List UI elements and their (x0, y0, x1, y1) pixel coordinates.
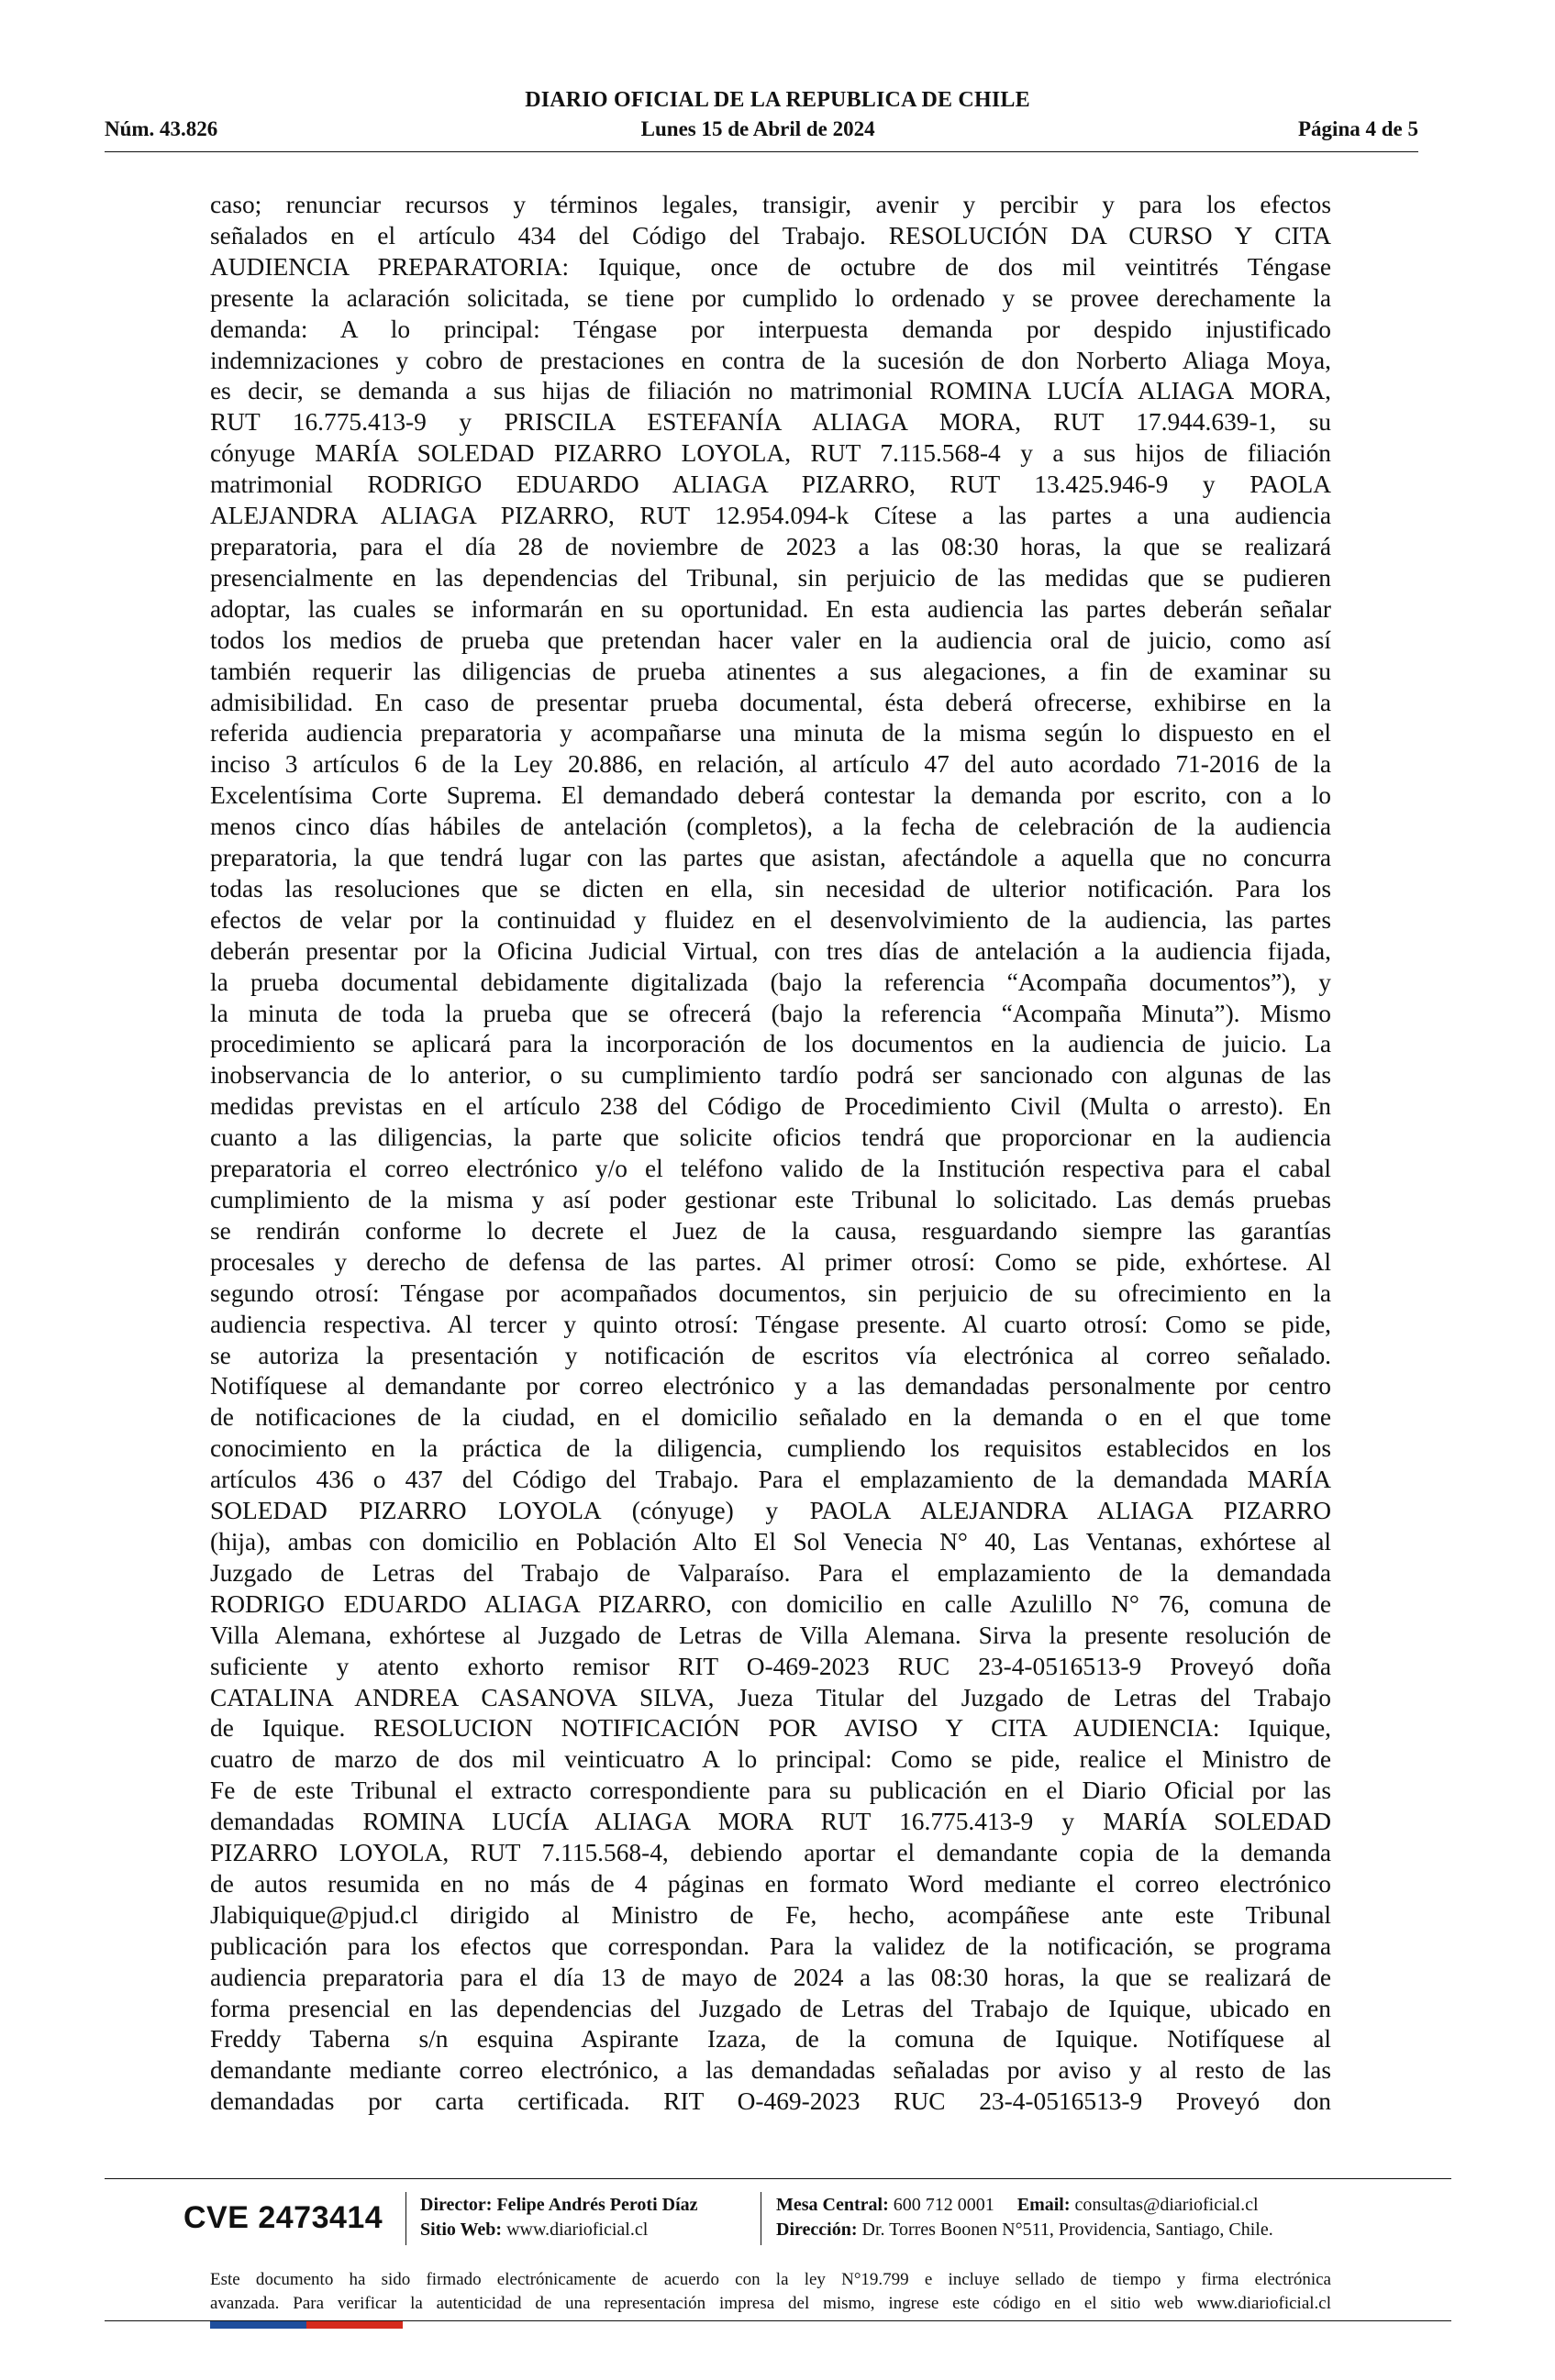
body-line: admisibilidad. En caso de presentar prueba documental, ésta deberá ofrecerse, exhibirse en la (210, 688, 1331, 716)
body-line: menos cinco días hábiles de antelación (completos), a la fecha de celebración de la audiencia (210, 813, 1331, 841)
address-value: Dr. Torres Boonen N°511, Providencia, Santiago, Chile. (861, 2219, 1273, 2240)
flag-stripe (210, 2321, 403, 2329)
body-line: (hija), ambas con domicilio en Población Alto El Sol Venecia N° 40, Las Ventanas, exhórtese al (210, 1527, 1331, 1555)
page-number: Página 4 de 5 (1298, 117, 1418, 140)
body-line: audiencia respectiva. Al tercer y quinto otrosí: Téngase presente. Al cuarto otrosí: Como se pide, (210, 1310, 1331, 1338)
body-line: RODRIGO EDUARDO ALIAGA PIZARRO, con domicilio en calle Azulillo N° 76, comuna de (210, 1589, 1331, 1618)
body-line: preparatoria el correo electrónico y/o el teléfono valido de la Institución respectiva para el cabal (210, 1155, 1331, 1183)
body-line: medidas previstas en el artículo 238 del Código de Procedimiento Civil (Multa o arresto). En (210, 1092, 1331, 1121)
body-line: CATALINA ANDREA CASANOVA SILVA, Jueza Titular del Juzgado de Letras del Trabajo (210, 1683, 1331, 1711)
issue-number: Núm. 43.826 (105, 117, 218, 140)
footer-divider-top (105, 2178, 1451, 2179)
email-label: Email: (1016, 2195, 1071, 2215)
body-line: la prueba documental debidamente digitalizada (bajo la referencia “Acompaña documentos”), y (210, 968, 1331, 996)
body-line: RUT 16.775.413-9 y PRISCILA ESTEFANÍA ALIAGA MORA, RUT 17.944.639-1, su (210, 408, 1331, 437)
body-line: la minuta de toda la prueba que se ofrecerá (bajo la referencia “Acompaña Minuta”). Mismo (210, 999, 1331, 1027)
body-line: conocimiento en la práctica de la diligencia, cumpliendo los requisitos establecidos en los (210, 1434, 1331, 1463)
body-line: PIZARRO LOYOLA, RUT 7.115.568-4, debiendo aportar el demandante copia de la demanda (210, 1839, 1331, 1867)
body-line: procedimiento se aplicará para la incorporación de los documentos en la audiencia de juicio. La (210, 1030, 1331, 1058)
body-line: caso; renunciar recursos y términos legales, transigir, avenir y percibir y para los efectos (210, 191, 1331, 218)
director-name: Felipe Andrés Peroti Díaz (496, 2195, 698, 2215)
issue-date: Lunes 15 de Abril de 2024 (640, 117, 875, 140)
website-label: Sitio Web: (420, 2219, 503, 2240)
body-line: señalados en el artículo 434 del Código del Trabajo. RESOLUCIÓN DA CURSO Y CITA (210, 221, 1331, 249)
body-line: demanda: A lo principal: Téngase por interpuesta demanda por despido injustificado (210, 315, 1331, 343)
body-line: ALEJANDRA ALIAGA PIZARRO, RUT 12.954.094-k Cítese a las partes a una audiencia (210, 502, 1331, 530)
body-line: Fe de este Tribunal el extracto correspondiente para su publicación en el Diario Oficial por las (210, 1777, 1331, 1805)
body-line: también requerir las diligencias de prueba atinentes a sus alegaciones, a fin de examinar su (210, 657, 1331, 685)
body-line: todas las resoluciones que se dicten en ella, sin necesidad de ulterior notificación. Para los (210, 874, 1331, 902)
body-line: inobservancia de lo anterior, o su cumplimiento tardío podrá ser sancionado con algunas de las (210, 1061, 1331, 1090)
body-line: preparatoria, para el día 28 de noviembre de 2023 a las 08:30 horas, la que se realizará (210, 532, 1331, 560)
body-line: adoptar, las cuales se informarán en su oportunidad. En esta audiencia las partes deberán señalar (210, 594, 1331, 623)
footer-separator (405, 2192, 406, 2245)
body-line: publicación para los efectos que correspondan. Para la validez de la notificación, se programa (210, 1932, 1331, 1960)
body-line: Villa Alemana, exhórtese al Juzgado de Letras de Villa Alemana. Sirva la presente resolución de (210, 1621, 1331, 1649)
signature-note-line: avanzada. Para verificar la autenticidad de una representación impresa del mismo, ingrese este código en el sitio web www.diarioficial.cl (210, 2294, 1331, 2313)
body-line: forma presencial en las dependencias del Juzgado de Letras del Trabajo de Iquique, ubicado en (210, 1994, 1331, 2022)
body-line: demandante mediante correo electrónico, a las demandadas señaladas por aviso y al resto de las (210, 2056, 1331, 2085)
body-line: cumplimiento de la misma y así poder gestionar este Tribunal lo solicitado. Las demás pruebas (210, 1186, 1331, 1213)
body-line: SOLEDAD PIZARRO LOYOLA (cónyuge) y PAOLA ALEJANDRA ALIAGA PIZARRO (210, 1497, 1331, 1525)
body-line: se rendirán conforme lo decrete el Juez de la causa, resguardando siempre las garantías (210, 1216, 1331, 1245)
body-line: de autos resumida en no más de 4 páginas en formato Word mediante el correo electrónico (210, 1869, 1331, 1898)
body-line: Freddy Taberna s/n esquina Aspirante Izaza, de la comuna de Iquique. Notifíquese al (210, 2025, 1331, 2053)
body-line: cuatro de marzo de dos mil veinticuatro A lo principal: Como se pide, realice el Ministro de (210, 1745, 1331, 1774)
body-line: procesales y derecho de defensa de las partes. Al primer otrosí: Como se pide, exhórtese. Al (210, 1247, 1331, 1276)
body-line: AUDIENCIA PREPARATORIA: Iquique, once de octubre de dos mil veintitrés Téngase (210, 252, 1331, 281)
footer-contact-block (776, 2193, 1273, 2242)
body-line: Juzgado de Letras del Trabajo de Valparaíso. Para el emplazamiento de la demandada (210, 1558, 1331, 1587)
body-line: referida audiencia preparatoria y acompañarse una minuta de la misma según lo dispuesto en el (210, 719, 1331, 747)
phone-value: 600 712 0001 (893, 2195, 994, 2215)
signature-note-line: Este documento ha sido firmado electrónicamente de acuerdo con la ley N°19.799 e incluye sellado de tiempo y firma electrónica (210, 2270, 1331, 2289)
body-line: demandadas por carta certificada. RIT O-469-2023 RUC 23-4-0516513-9 Proveyó don (210, 2087, 1331, 2116)
body-line: matrimonial RODRIGO EDUARDO ALIAGA PIZARRO, RUT 13.425.946-9 y PAOLA (210, 470, 1331, 499)
body-line: demandadas ROMINA LUCÍA ALIAGA MORA RUT 16.775.413-9 y MARÍA SOLEDAD (210, 1808, 1331, 1836)
body-line: es decir, se demanda a sus hijas de filiación no matrimonial ROMINA LUCÍA ALIAGA MORA, (210, 377, 1331, 405)
body-line: Jlabiquique@pjud.cl dirigido al Ministro de Fe, hecho, acompáñese ante este Tribunal (210, 1900, 1331, 1929)
body-line: cónyuge MARÍA SOLEDAD PIZARRO LOYOLA, RUT 7.115.568-4 y a sus hijos de filiación (210, 439, 1331, 468)
body-line: inciso 3 artículos 6 de la Ley 20.886, en relación, al artículo 47 del auto acordado 71-2016 de la (210, 750, 1331, 779)
body-line: presencialmente en las dependencias del Tribunal, sin perjuicio de las medidas que se pudieren (210, 563, 1331, 592)
flag-red-segment (306, 2321, 403, 2329)
body-line: de notificaciones de la ciudad, en el domicilio señalado en la demanda o en el que tome (210, 1403, 1331, 1432)
body-line: Notifíquese al demandante por correo electrónico y a las demandadas personalmente por centro (210, 1372, 1331, 1400)
body-line: Excelentísima Corte Suprema. El demandado deberá contestar la demanda por escrito, con a lo (210, 781, 1331, 810)
phone-label: Mesa Central: (776, 2195, 889, 2215)
body-line: todos los medios de prueba que pretendan hacer valer en la audiencia oral de juicio, como así (210, 625, 1331, 654)
signature-note (210, 2268, 1331, 2316)
flag-blue-segment (210, 2321, 306, 2329)
body-line: indemnizaciones y cobro de prestaciones en contra de la sucesión de don Norberto Aliaga Moya, (210, 346, 1331, 374)
body-line: presente la aclaración solicitada, se tiene por cumplido lo ordenado y se provee derechamente la (210, 283, 1331, 312)
director-label: Director: (420, 2195, 493, 2215)
body-line: deberán presentar por la Oficina Judicial Virtual, con tres días de antelación a la audiencia fijada, (210, 936, 1331, 965)
email-link[interactable]: consultas@diarioficial.cl (1074, 2195, 1259, 2215)
newspaper-title: DIARIO OFICIAL DE LA REPUBLICA DE CHILE (525, 88, 1030, 112)
body-line: se autoriza la presentación y notificación de escritos vía electrónica al correo señalado. (210, 1341, 1331, 1369)
body-text (210, 190, 1331, 2118)
footer-director-block (420, 2193, 698, 2242)
body-line: segundo otrosí: Téngase por acompañados documentos, sin perjuicio de su ofrecimiento en la (210, 1279, 1331, 1307)
body-line: cuanto a las diligencias, la parte que solicite oficios tendrá que proporcionar en la audiencia (210, 1124, 1331, 1152)
body-line: de Iquique. RESOLUCION NOTIFICACIÓN POR AVISO Y CITA AUDIENCIA: Iquique, (210, 1714, 1331, 1743)
body-line: audiencia preparatoria para el día 13 de mayo de 2024 a las 08:30 horas, la que se realizará de (210, 1963, 1331, 1991)
body-line: artículos 436 o 437 del Código del Trabajo. Para el emplazamiento de la demandada MARÍA (210, 1466, 1331, 1494)
body-line: suficiente y atento exhorto remisor RIT O-469-2023 RUC 23-4-0516513-9 Proveyó doña (210, 1652, 1331, 1680)
header-divider (105, 151, 1418, 152)
body-line: efectos de velar por la continuidad y fluidez en el desenvolvimiento de la audiencia, las partes (210, 905, 1331, 934)
cve-code: CVE 2473414 (183, 2200, 383, 2235)
website-link[interactable]: www.diarioficial.cl (506, 2219, 649, 2240)
header-row (105, 117, 1418, 141)
address-label: Dirección: (776, 2219, 858, 2240)
body-line: preparatoria, la que tendrá lugar con las partes que asistan, afectándole a aquella que no concurra (210, 844, 1331, 872)
